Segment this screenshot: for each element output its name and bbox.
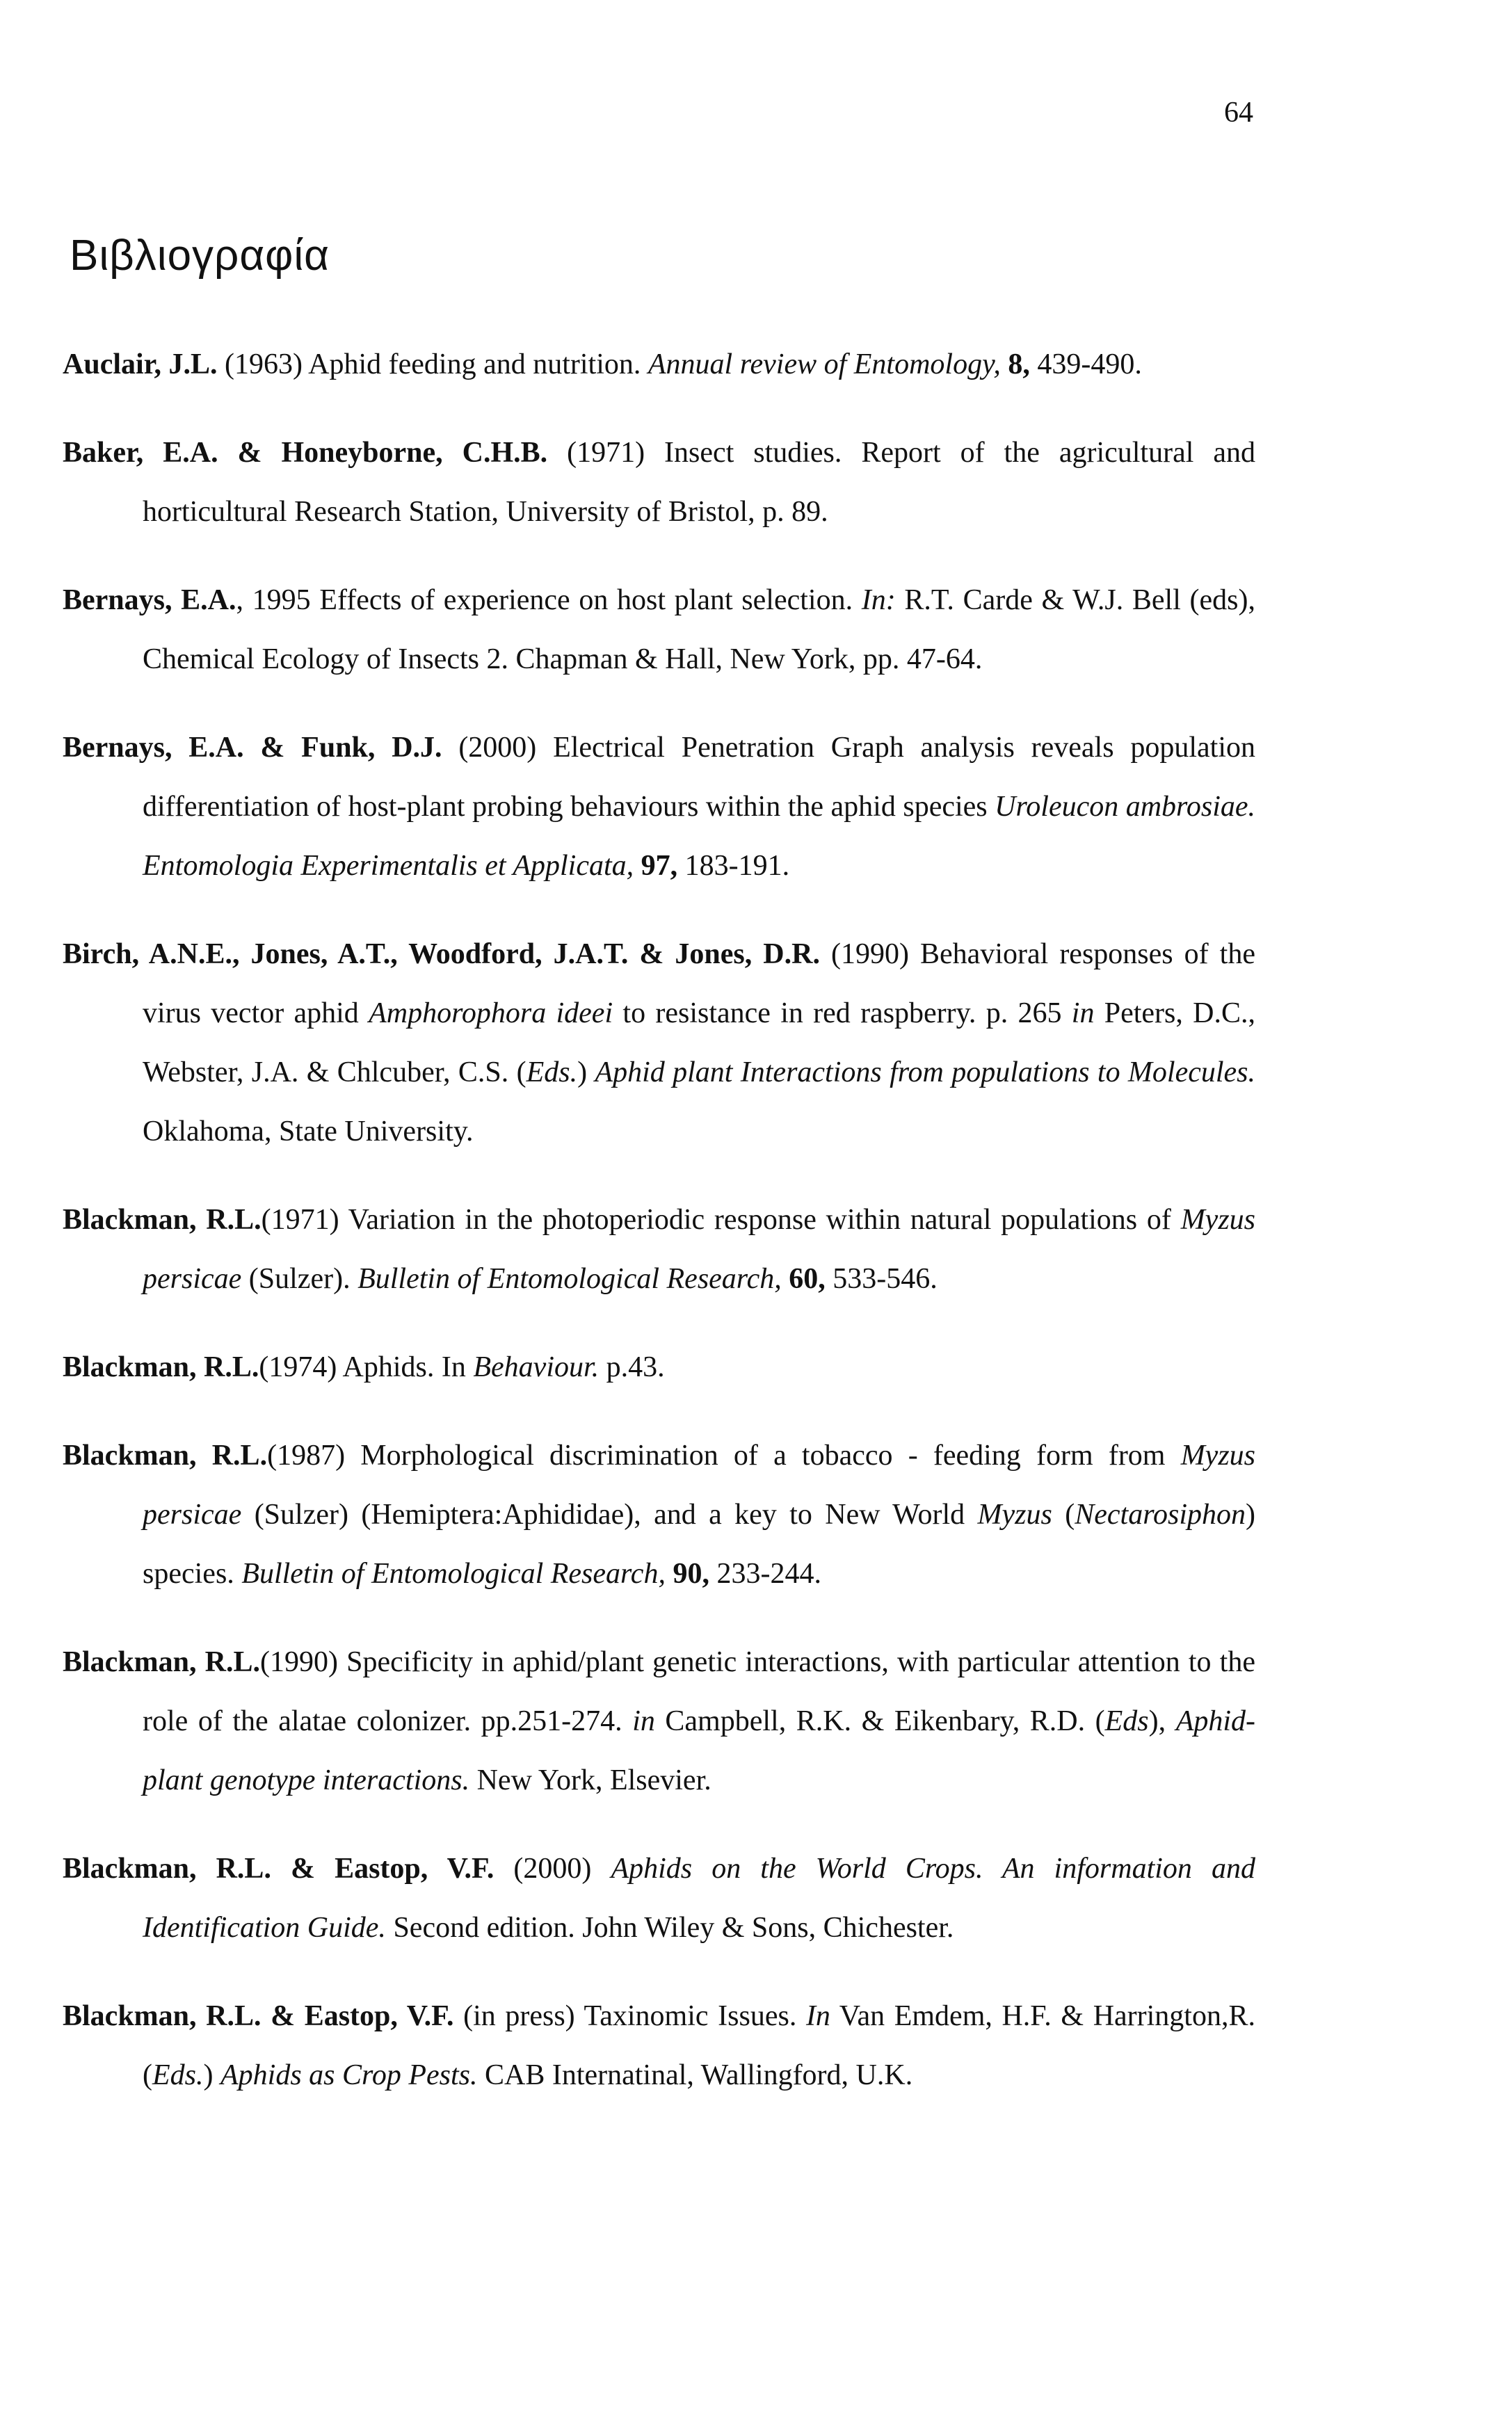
reference-text: ), xyxy=(1148,1705,1176,1737)
reference-text: Behaviour. xyxy=(473,1351,600,1383)
reference-text: (1990) Behavioral responses of the virus vector aphid xyxy=(143,938,1255,1029)
reference-text: 60, xyxy=(789,1263,826,1295)
reference-text: in xyxy=(1071,997,1095,1029)
reference-text: Aphid plant Interactions from populations to Molecules. xyxy=(595,1056,1256,1088)
reference-text: 439-490. xyxy=(1029,348,1142,380)
reference-text: Blackman, R.L. & Eastop, V.F. xyxy=(63,2000,454,2032)
reference-text: ) species. xyxy=(143,1499,1255,1590)
reference-text: Myzus persicae xyxy=(143,1440,1256,1531)
reference-text: Bernays, E.A. xyxy=(63,584,236,616)
reference-text: Bulletin of Entomological Research, xyxy=(241,1558,666,1590)
reference-text: in xyxy=(632,1705,655,1737)
reference-text: Oklahoma, State University. xyxy=(143,1116,474,1148)
reference-item xyxy=(63,1191,1255,1309)
reference-text: Second edition. John Wiley & Sons, Chichester. xyxy=(385,1912,954,1944)
reference-text: Blackman, R.L. xyxy=(63,1440,268,1472)
reference-item xyxy=(63,1633,1255,1810)
reference-text: Myzus xyxy=(977,1499,1052,1531)
reference-text: Peters, D.C., Webster, J.A. & Chlcuber, C.S. ( xyxy=(143,997,1255,1088)
reference-text: (1974) Aphids. In xyxy=(259,1351,474,1383)
reference-text: p.43. xyxy=(599,1351,665,1383)
reference-text: Aphids on the World Crops. An information and Identification Guide. xyxy=(143,1853,1255,1944)
reference-text: (2000) xyxy=(494,1853,611,1885)
reference-text: Eds xyxy=(1104,1705,1149,1737)
reference-text: Blackman, R.L. xyxy=(63,1351,259,1383)
reference-text: Nectarosiphon xyxy=(1075,1499,1246,1531)
reference-list xyxy=(63,306,1255,2105)
reference-text: (Sulzer) (Hemiptera:Aphididae), and a key to New World xyxy=(241,1499,978,1531)
reference-text: Birch, A.N.E., Jones, A.T., Woodford, J.A.T. & Jones, D.R. xyxy=(63,938,820,970)
reference-text: ) xyxy=(577,1056,595,1088)
reference-text: , 1995 Effects of experience on host plant selection. xyxy=(236,584,862,616)
reference-text: Campbell, R.K. & Eikenbary, R.D. ( xyxy=(654,1705,1105,1737)
reference-text: 97, xyxy=(641,850,678,882)
reference-text: Van Emdem, H.F. & Harrington,R. ( xyxy=(143,2000,1255,2091)
reference-text: 183-191. xyxy=(677,850,790,882)
reference-item xyxy=(63,718,1255,896)
reference-item xyxy=(63,1426,1255,1604)
page-title: Βιβλιογραφία xyxy=(70,232,330,280)
reference-text: In xyxy=(805,2000,830,2032)
reference-item xyxy=(63,1338,1255,1397)
reference-text xyxy=(666,1558,673,1590)
reference-text: In: xyxy=(861,584,896,616)
reference-text xyxy=(1001,348,1008,380)
page-number: 64 xyxy=(1224,97,1253,129)
reference-text: ) xyxy=(203,2059,220,2091)
reference-text: Amphorophora ideei xyxy=(369,997,613,1029)
reference-text: ( xyxy=(1052,1499,1075,1531)
reference-text: Aphids as Crop Pests. xyxy=(220,2059,478,2091)
reference-text: (2000) Electrical Penetration Graph analysis reveals population differentiation of host-plant probing behaviours within the aphid species xyxy=(143,732,1255,823)
reference-text: Annual review of Entomology, xyxy=(648,348,1001,380)
reference-text: Blackman, R.L. xyxy=(63,1646,260,1678)
reference-text: Uroleucon ambrosiae. Entomologia Experimentalis et Applicata, xyxy=(143,791,1256,882)
reference-text: Bernays, E.A. & Funk, D.J. xyxy=(63,732,442,764)
reference-text: (Sulzer). xyxy=(241,1263,358,1295)
reference-text: 533-546. xyxy=(825,1263,938,1295)
reference-text: 90, xyxy=(673,1558,709,1590)
reference-text: Myzus persicae xyxy=(143,1204,1256,1295)
reference-text: (1987) Morphological discrimination of a tobacco - feeding form from xyxy=(267,1440,1181,1472)
reference-item xyxy=(63,571,1255,689)
reference-text: to resistance in red raspberry. p. 265 xyxy=(613,997,1072,1029)
reference-text: (1971) Insect studies. Report of the agricultural and horticultural Research Station, University of Bristol, p. 89. xyxy=(143,437,1255,528)
reference-text: (1963) Aphid feeding and nutrition. xyxy=(217,348,648,380)
reference-text: New York, Elsevier. xyxy=(469,1764,711,1796)
reference-text: 233-244. xyxy=(709,1558,821,1590)
reference-text: Auclair, J.L. xyxy=(63,348,218,380)
reference-text xyxy=(782,1263,789,1295)
reference-text: Blackman, R.L. xyxy=(63,1204,262,1236)
reference-text: (in press) Taxinomic Issues. xyxy=(453,2000,806,2032)
reference-text: CAB Internatinal, Wallingford, U.K. xyxy=(477,2059,913,2091)
reference-item xyxy=(63,335,1255,394)
reference-item xyxy=(63,1840,1255,1958)
reference-text: Blackman, R.L. & Eastop, V.F. xyxy=(63,1853,494,1885)
reference-text: (1971) Variation in the photoperiodic response within natural populations of xyxy=(261,1204,1181,1236)
reference-item xyxy=(63,925,1255,1161)
reference-item xyxy=(63,1987,1255,2105)
reference-text: Baker, E.A. & Honeyborne, C.H.B. xyxy=(63,437,548,469)
reference-text: Eds. xyxy=(526,1056,578,1088)
reference-item xyxy=(63,424,1255,542)
reference-text: Eds. xyxy=(152,2059,204,2091)
reference-text: (1990) Specificity in aphid/plant genetic interactions, with particular attention to the role of the alatae colonizer. pp.251-274. xyxy=(143,1646,1255,1737)
reference-text xyxy=(634,850,641,882)
reference-text: 8, xyxy=(1008,348,1030,380)
reference-text: Aphid-plant genotype interactions. xyxy=(143,1705,1255,1796)
reference-text: Bulletin of Entomological Research, xyxy=(357,1263,782,1295)
reference-text: R.T. Carde & W.J. Bell (eds), Chemical Ecology of Insects 2. Chapman & Hall, New York, pp. 47-64. xyxy=(143,584,1255,675)
